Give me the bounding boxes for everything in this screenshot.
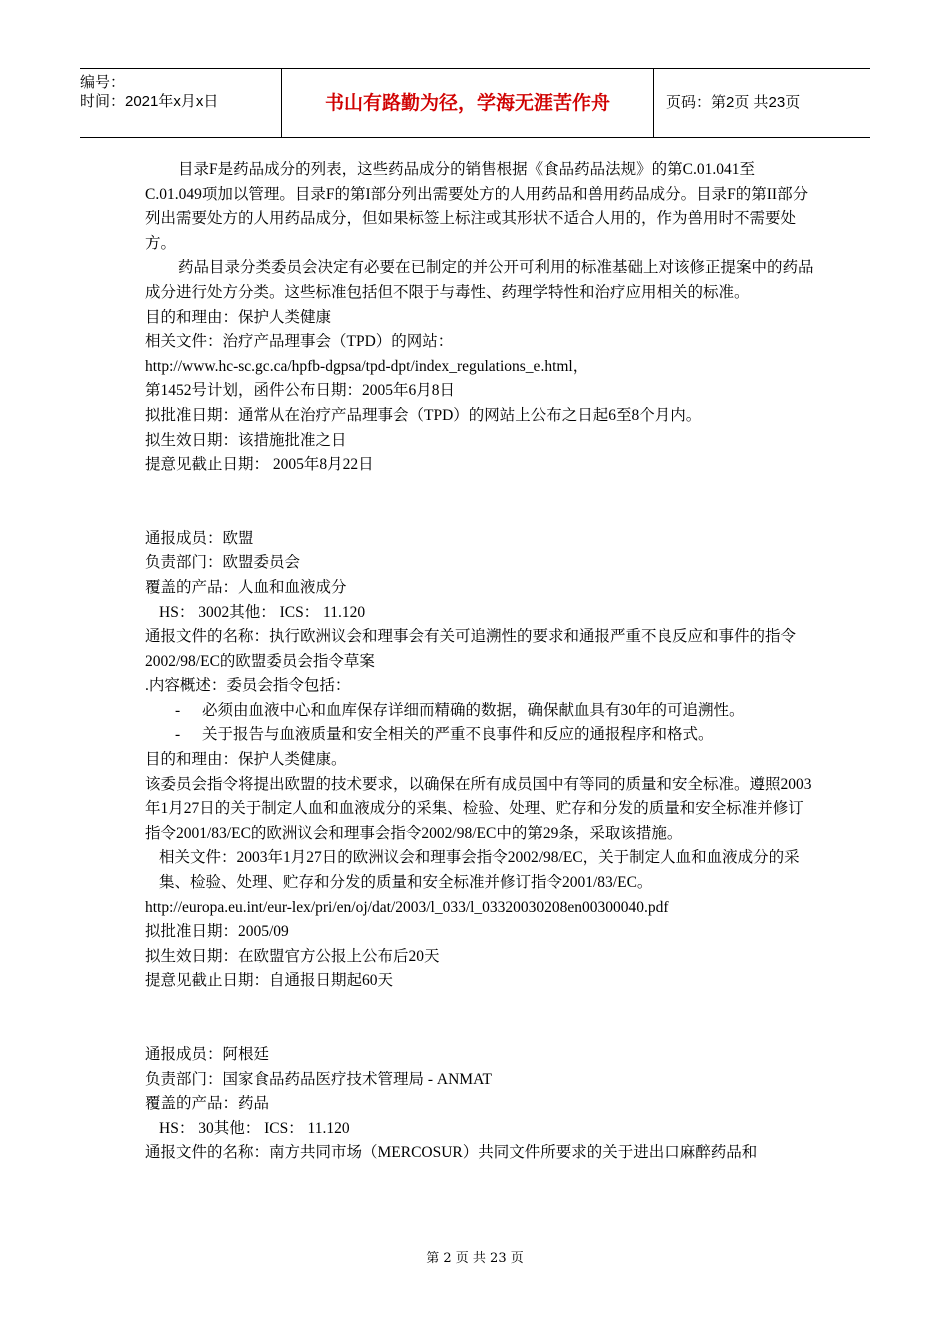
paragraph: HS： 30其他： ICS： 11.120 — [159, 1119, 350, 1137]
page-footer: 第 2 页 共 23 页 — [426, 1251, 524, 1266]
paragraph: 负责部门：欧盟委员会 — [145, 554, 301, 572]
paragraph: 药品目录分类委员会决定有必要在已制定的并公开可利用的标准基础上对该修正提案中的药品成分进行处方分类。这些标准包括但不限于与毒性、药理学特性和治疗应用相关的标准。 — [145, 259, 814, 301]
paragraph: 拟生效日期：该措施批准之日 — [145, 431, 347, 449]
paragraph: HS： 3002其他： ICS： 11.120 — [159, 603, 366, 621]
url-text: http://www.hc-sc.gc.ca/hpfb-dgpsa/tpd-dpt/index_regulations_e.html， — [145, 357, 589, 375]
page-header — [80, 68, 870, 138]
paragraph: 通报成员：阿根廷 — [145, 1046, 270, 1063]
paragraph: 相关文件：治疗产品理事会（TPD）的网站： — [145, 333, 454, 351]
paragraph: 负责部门：国家食品药品医疗技术管理局 - ANMAT — [145, 1070, 493, 1088]
paragraph: 提意见截止日期： 2005年8月22日 — [145, 456, 374, 474]
paragraph: 提意见截止日期：自通报日期起60天 — [145, 972, 394, 990]
paragraph: 第1452号计划，函件公布日期：2005年6月8日 — [145, 382, 456, 400]
paragraph: 该委员会指令将提出欧盟的技术要求，以确保在所有成员国中有等同的质量和安全标准。遵照2003年1月27日的关于制定人血和血液成分的采集、检验、处理、贮存和分发的质量和安全标准并修订指令2001/83/EC的欧洲议会和理事会指令2002/98/EC中的第29条，采取该措施。 — [145, 775, 812, 842]
paragraph: 目录F是药品成分的列表，这些药品成分的销售根据《食品药品法规》的第C.01.041至 C.01.049项加以管理。目录F的第I部分列出需要处方的人用药品和兽用药品成分。目录F的第II部分列出需要处方的人用药品成分，但如果标签上标注或其形状不适合人用的，作为兽用时不需要处方。 — [145, 161, 809, 252]
dash-bullet: - — [175, 701, 181, 719]
paragraph: 拟生效日期：在欧盟官方公报上公布后20天 — [145, 947, 440, 965]
list-item-text: 关于报告与血液质量和安全相关的严重不良事件和反应的通报程序和格式。 — [202, 726, 714, 744]
dash-bullet: - — [175, 726, 181, 744]
paragraph: 目的和理由：保护人类健康。 — [145, 751, 347, 769]
paragraph: 通报文件的名称：执行欧洲议会和理事会有关可追溯性的要求和通报严重不良反应和事件的指令2002/98/EC的欧盟委员会指令草案 — [145, 628, 797, 670]
paragraph: 覆盖的产品：药品 — [145, 1095, 270, 1113]
paragraph: 目的和理由：保护人类健康 — [145, 308, 332, 326]
header-meta — [80, 69, 281, 137]
section-gap — [145, 994, 815, 1043]
document-body — [145, 158, 815, 1166]
paragraph: 通报成员：欧盟 — [145, 529, 254, 547]
paragraph: 覆盖的产品：人血和血液成分 — [145, 578, 347, 596]
header-time-label: 时间：2021年x月x日 — [80, 93, 219, 110]
paragraph: 拟批准日期：2005/09 — [145, 923, 289, 941]
paragraph: 相关文件：2003年1月27日的欧洲议会和理事会指令2002/98/EC，关于制定人血和血液成分的采集、检验、处理、贮存和分发的质量和安全标准并修订指令2001/83/EC。 — [159, 849, 800, 892]
list-item — [145, 699, 815, 724]
paragraph: 拟批准日期：通常从在治疗产品理事会（TPD）的网站上公布之日起6至8个月内。 — [145, 406, 702, 424]
section-gap — [145, 478, 815, 527]
url-text: http://europa.eu.int/eur-lex/pri/en/oj/dat/2003/l_033/l_03320030208en00300040.pdf — [145, 898, 669, 916]
header-page-label: 页码：第2页 共23页 — [666, 94, 801, 111]
header-number-label: 编号： — [80, 74, 126, 91]
list-item — [145, 723, 815, 748]
list-item-text: 必须由血液中心和血库保存详细而精确的数据，确保献血具有30年的可追溯性。 — [202, 701, 745, 719]
paragraph: .内容概述：委员会指令包括： — [145, 677, 351, 695]
paragraph: 通报文件的名称：南方共同市场（MERCOSUR）共同文件所要求的关于进出口麻醉药品和 — [145, 1144, 758, 1162]
header-motto: 书山有路勤为径，学海无涯苦作舟 — [281, 69, 654, 137]
